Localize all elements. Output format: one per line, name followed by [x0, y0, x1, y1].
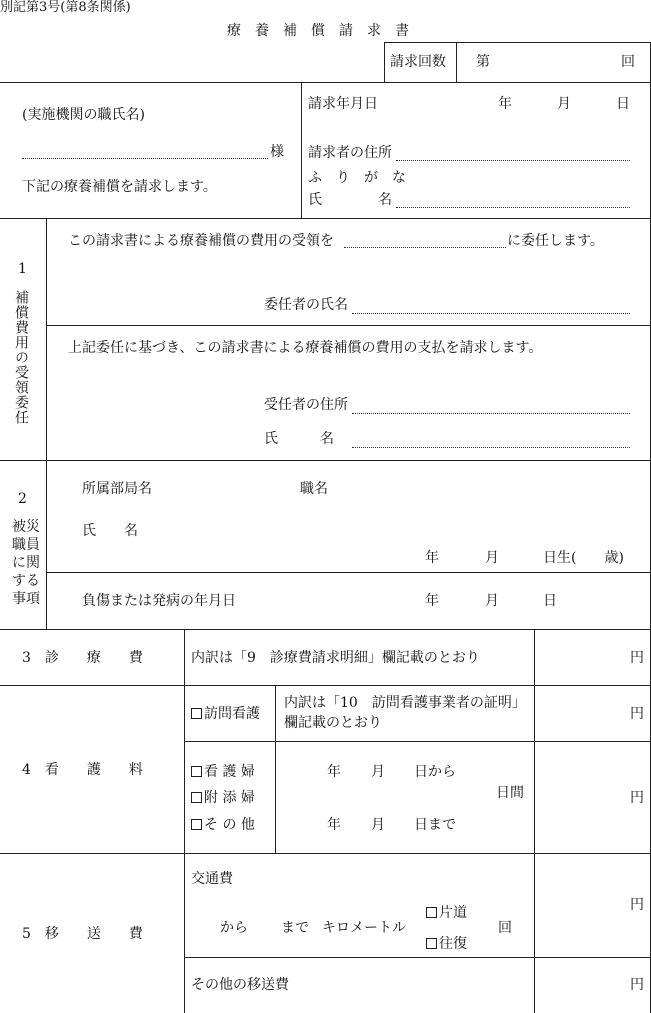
- request-month: 月: [557, 96, 571, 112]
- agent-name-label: 氏 名: [264, 431, 334, 447]
- birth-month: 月: [485, 550, 499, 566]
- visit-nursing-detail-1: 内訳は「10 訪問看護事業者の証明」: [284, 695, 526, 711]
- form-reference: 別記第3号(第8条関係): [0, 0, 131, 15]
- sama-label: 様: [270, 144, 284, 160]
- roundtrip-checkbox[interactable]: [426, 938, 437, 949]
- requester-name-label: 氏 名: [308, 192, 392, 208]
- other-option[interactable]: [191, 818, 255, 832]
- institution-label: (実施機関の職氏名): [22, 107, 145, 123]
- request-date-label: 請求年月日: [308, 96, 378, 112]
- nurse-label: 看 護 婦: [204, 764, 255, 780]
- nursing-fee-yen: 円: [630, 790, 644, 806]
- to-month: 月: [371, 817, 385, 833]
- oneway-checkbox[interactable]: [426, 907, 437, 918]
- medical-fee-detail: 内訳は「9 診療費請求明細」欄記載のとおり: [191, 650, 480, 666]
- roundtrip-option[interactable]: [426, 937, 467, 951]
- agent-address-label: 受任者の住所: [264, 397, 348, 413]
- nurse-checkbox[interactable]: [191, 766, 202, 777]
- visit-nursing-detail-2: 欄記載のとおり: [284, 715, 382, 731]
- visit-nursing-option[interactable]: [191, 707, 260, 721]
- department-label: 所属部局名: [82, 481, 152, 497]
- request-count-suffix: 回: [621, 54, 635, 70]
- section2-title: 被災職員に関する事項: [12, 519, 40, 607]
- document-title: 療 養 補 償 請 求 書: [227, 23, 409, 39]
- oneway-option[interactable]: [426, 906, 467, 920]
- injury-month: 月: [485, 593, 499, 609]
- from-day: 日から: [414, 764, 456, 780]
- transport-cost-yen: 円: [630, 897, 644, 913]
- other-transport-label: その他の移送費: [191, 977, 289, 993]
- from-month: 月: [371, 764, 385, 780]
- injury-year: 年: [425, 593, 439, 609]
- other-checkbox[interactable]: [191, 819, 202, 830]
- attendant-option[interactable]: [191, 791, 255, 805]
- nurse-option[interactable]: [191, 765, 255, 779]
- transport-cost-label: 交通費: [191, 871, 233, 887]
- delegation-text: この請求書による療養補償の費用の受領を: [68, 233, 334, 249]
- injury-day: 日: [543, 593, 557, 609]
- km-label: キロメートル: [322, 920, 406, 936]
- to-label: まで: [281, 920, 309, 936]
- request-statement: 下記の療養補償を請求します。: [22, 179, 217, 195]
- from-label: から: [220, 920, 248, 936]
- visit-nursing-checkbox[interactable]: [191, 708, 202, 719]
- delegator-name-label: 委任者の氏名: [264, 297, 348, 313]
- oneway-label: 片道: [439, 905, 467, 921]
- injury-date-label: 負傷または発病の年月日: [82, 593, 236, 609]
- section2-number: 2: [18, 491, 27, 507]
- days-label: 日間: [496, 785, 524, 801]
- to-day: 日まで: [414, 817, 456, 833]
- section1-title: 補償費用の受領委任: [13, 290, 29, 425]
- birth-day-age: 日生( 歳): [543, 550, 624, 566]
- visit-nursing-yen: 円: [630, 706, 644, 722]
- visit-nursing-label: 訪問看護: [204, 706, 260, 722]
- medical-fee-yen: 円: [630, 650, 644, 666]
- other-transport-yen: 円: [630, 977, 644, 993]
- request-count-prefix: 第: [476, 54, 490, 70]
- payment-request-text: 上記委任に基づき、この請求書による療養補償の費用の支払を請求します。: [68, 340, 543, 356]
- to-year: 年: [327, 817, 341, 833]
- victim-name-label: 氏 名: [82, 523, 138, 539]
- other-label: そ の 他: [204, 817, 255, 833]
- position-label: 職名: [300, 481, 328, 497]
- roundtrip-label: 往復: [439, 936, 467, 952]
- section1-number: 1: [18, 261, 27, 277]
- request-year: 年: [498, 96, 512, 112]
- requester-address-label: 請求者の住所: [308, 145, 392, 161]
- nursing-fee-label: 4 看 護 料: [22, 762, 143, 778]
- from-year: 年: [327, 764, 341, 780]
- request-count-label: 請求回数: [390, 54, 446, 70]
- attendant-checkbox[interactable]: [191, 792, 202, 803]
- medical-fee-label: 3 診 療 費: [22, 650, 143, 666]
- birth-year: 年: [425, 550, 439, 566]
- attendant-label: 附 添 婦: [204, 790, 255, 806]
- request-day: 日: [616, 96, 630, 112]
- delegation-suffix: に委任します。: [507, 233, 604, 249]
- times-label: 回: [498, 920, 512, 936]
- transport-fee-label: 5 移 送 費: [22, 926, 143, 942]
- furigana-label: ふ り が な: [308, 170, 406, 186]
